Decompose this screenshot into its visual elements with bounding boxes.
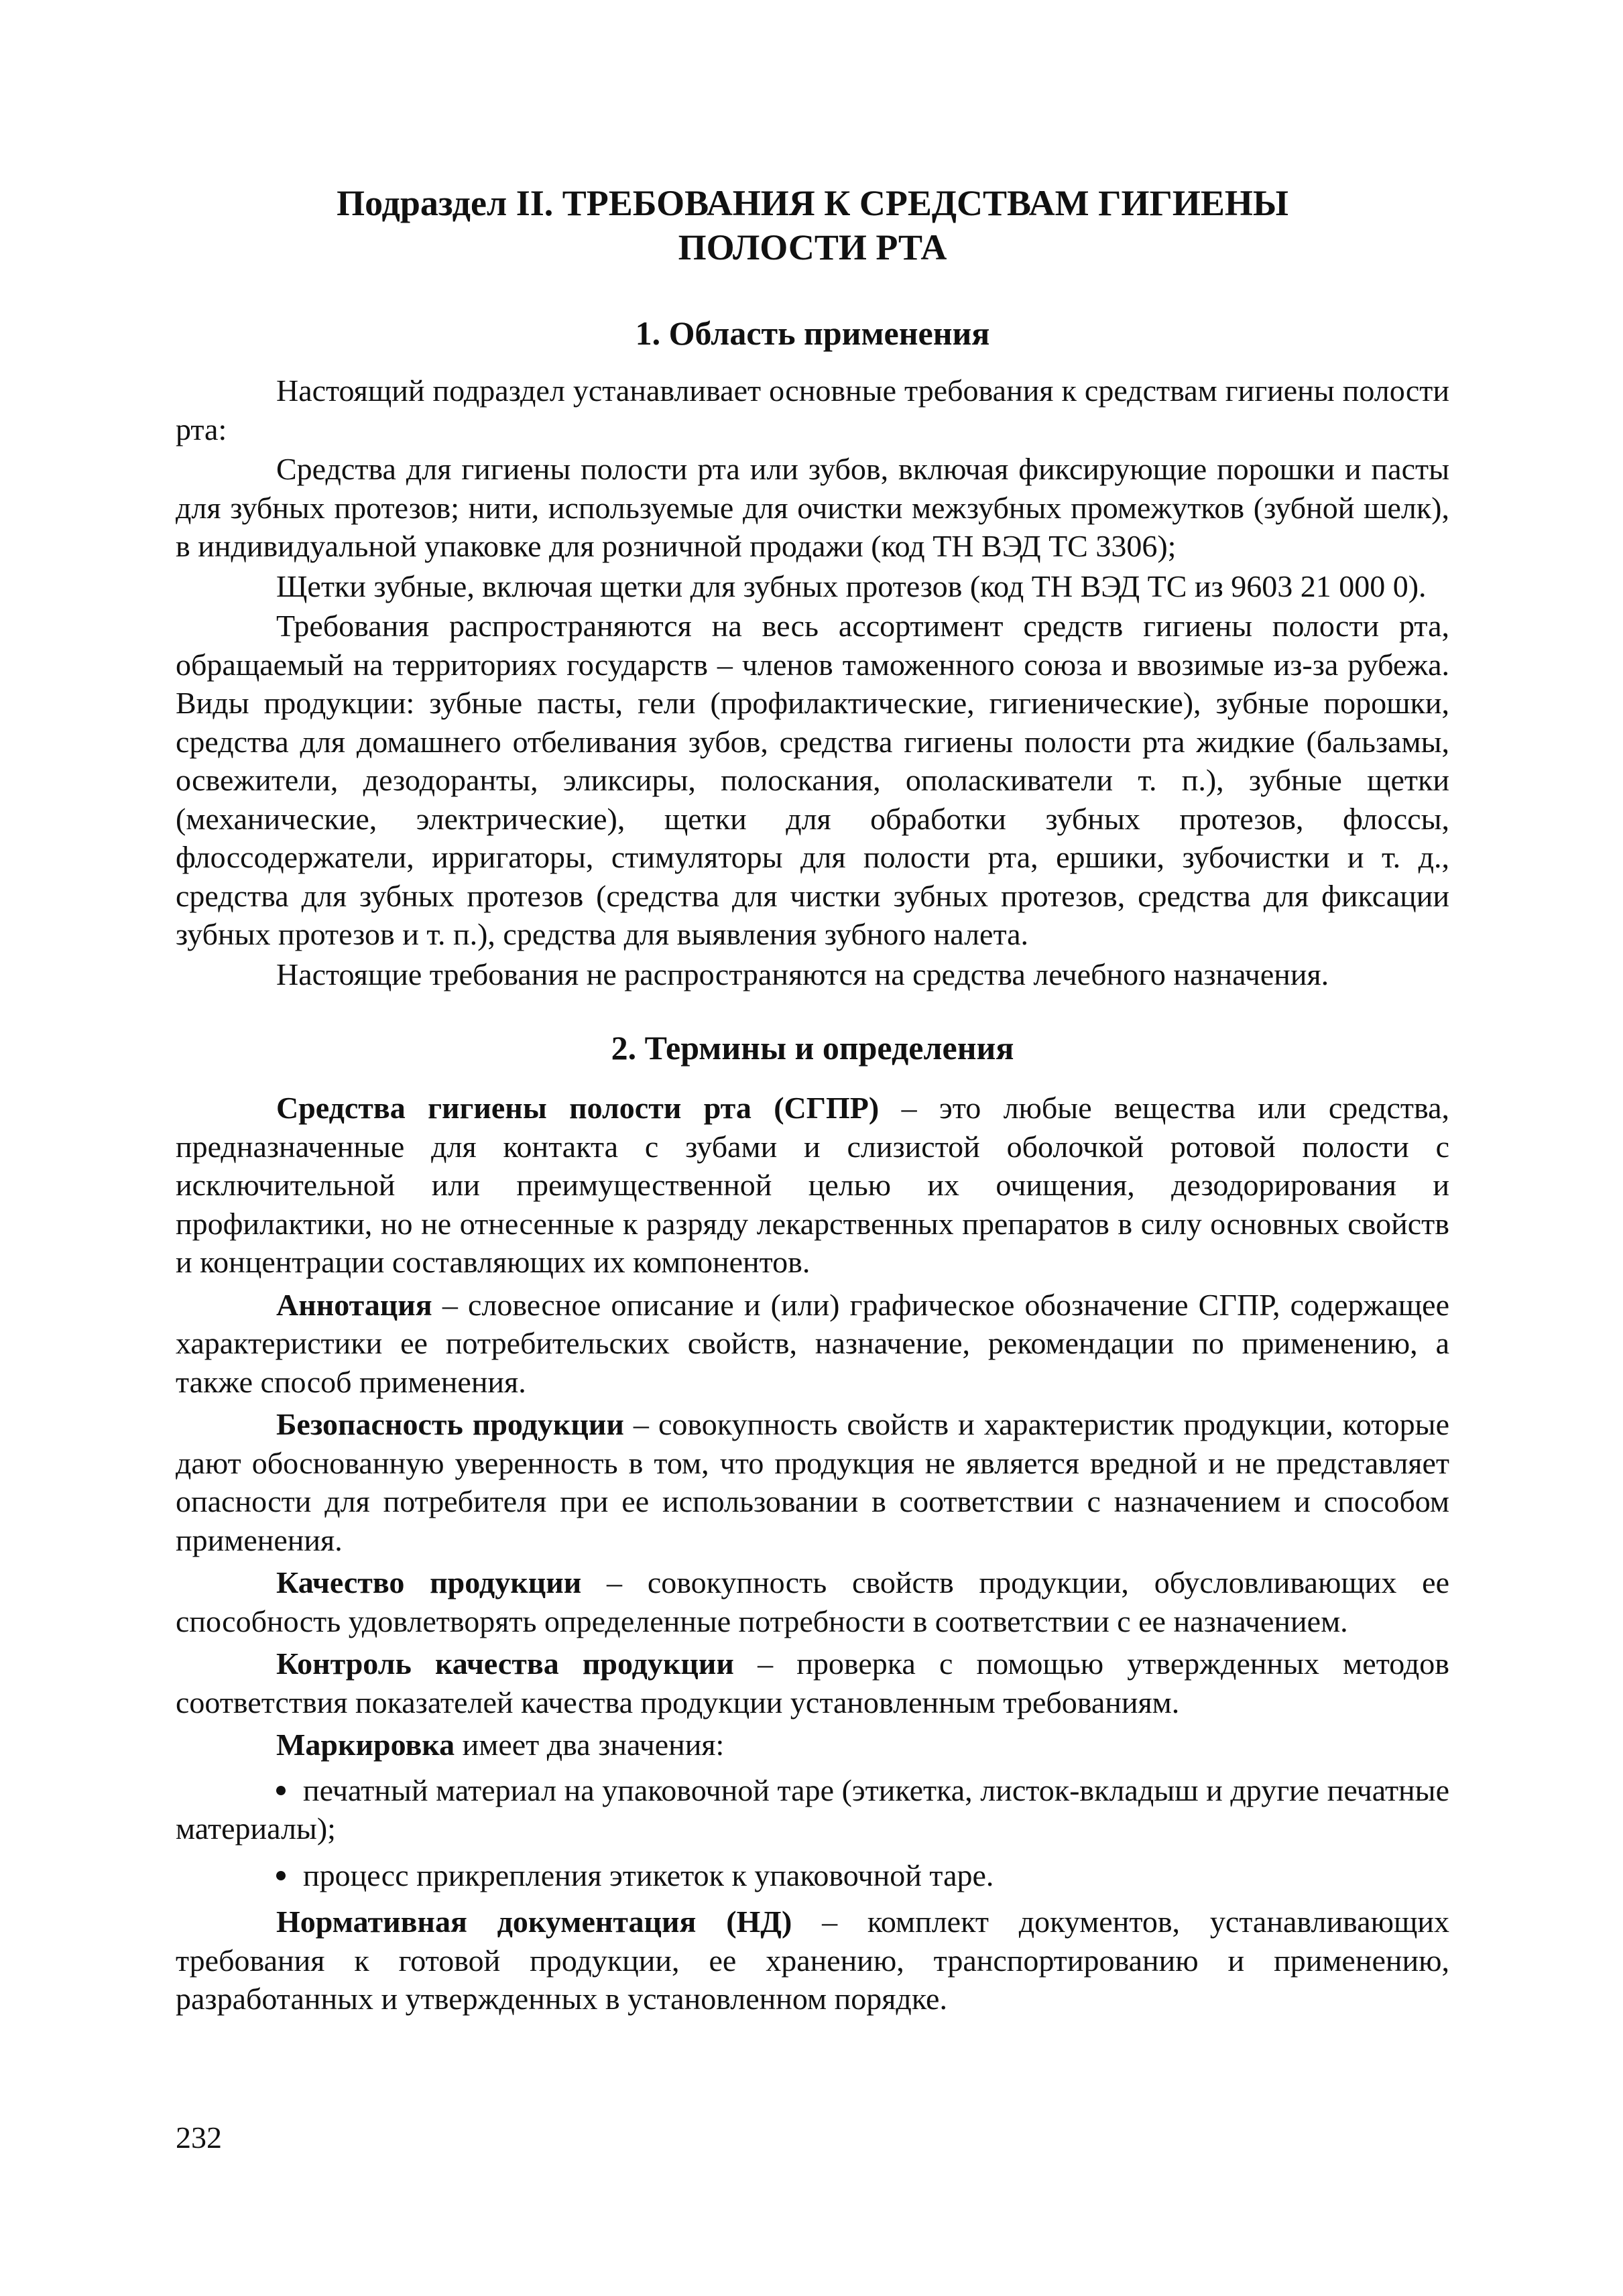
- definition-paragraph: [176, 1089, 1449, 1282]
- section-1-heading: 1. Область применения: [635, 314, 990, 352]
- section-1-paragraph: Требования распространяются на весь ассортимент средств гигиены полости рта, обращаемый на территориях государств – членов таможенного союза и ввозимые из-за рубежа. Виды продукции: зубные пасты, гели (профилактические, гигиенические), зубные порошки, средства для домашнего отбеливания зубов, средства гигиены полости рта жидкие (бальзамы, освежители, дезодоранты, эликсиры, полоскания, ополаскиватели т. п.), зубные щетки (механические, электрические), щетки для обработки зубных протезов, флоссы, флоссодержатели, ирригаторы, стимуляторы для полости рта, ершики, зубочистки и т. д., средства для зубных протезов (средства для чистки зубных протезов, средства для фиксации зубных протезов и т. п.), средства для выявления зубного налета.: [176, 609, 1449, 951]
- section-2-heading: 2. Термины и определения: [611, 1029, 1014, 1067]
- definition-paragraph: [176, 1644, 1449, 1721]
- bullet-icon: [276, 1871, 286, 1880]
- definition-text: – словесное описание и (или) графическое обозначение СГПР, содержащее характеристики ее потребительских свойств, назначение, рекомендации по применению, а также способ применения.: [176, 1287, 1449, 1399]
- definition-text: – совокупность свойств и характеристик продукции, которые дают обоснованную уверенность в том, что продукция не является вредной и не представляет опасности для потребителя при ее использовании в соответствии с назначением и способом применения.: [176, 1407, 1449, 1557]
- definition-paragraph: [176, 1726, 1449, 1764]
- definition-term: Средства гигиены полости рта (СГПР): [276, 1091, 880, 1125]
- bullet-item: [176, 1771, 1449, 1848]
- definition-term: Нормативная документация (НД): [276, 1905, 792, 1939]
- definition-paragraph: [176, 1405, 1449, 1559]
- section-1-paragraph: Щетки зубные, включая щетки для зубных протезов (код ТН ВЭД ТС из 9603 21 000 0).: [276, 568, 1427, 603]
- definition-term: Маркировка: [276, 1728, 455, 1762]
- definition-paragraph: [176, 1286, 1449, 1402]
- document-page: [176, 181, 1449, 2022]
- definition-term: Аннотация: [276, 1287, 432, 1322]
- section-1-paragraph: Средства для гигиены полости рта или зубов, включая фиксирующие порошки и пасты для зубных протезов; нити, используемые для очистки межзубных промежутков (зубной шелк), в индивидуальной упаковке для розничной продажи (код ТН ВЭД ТС 3306);: [176, 452, 1449, 563]
- page-number: 232: [176, 2120, 222, 2155]
- definition-text: имеет два значения:: [455, 1728, 725, 1762]
- definition-text: – совокупность свойств продукции, обусловливающих ее способность удовлетворять определенные потребности в соответствии с ее назначением.: [176, 1565, 1449, 1638]
- bullet-item: [176, 1856, 1449, 1895]
- definition-term: Качество продукции: [276, 1565, 582, 1599]
- bullet-text: печатный материал на упаковочной таре (этикетка, листок-вкладыш и другие печатные материалы);: [176, 1772, 1449, 1846]
- definition-text: – это любые вещества или средства, предназначенные для контакта с зубами и слизистой оболочкой ротовой полости с исключительной или преимущественной целью их очищения, дезодорирования и профилактики, но не отнесенные к разряду лекарственных препаратов в силу основных свойств и концентрации составляющих их компонентов.: [176, 1091, 1450, 1279]
- definition-term: Контроль качества продукции: [276, 1646, 734, 1681]
- definition-paragraph: [176, 1902, 1449, 2018]
- title-line-2: ПОЛОСТИ РТА: [678, 227, 947, 267]
- definition-term: Безопасность продукции: [276, 1407, 624, 1441]
- section-1-paragraph: Настоящие требования не распространяются на средства лечебного назначения.: [276, 957, 1329, 991]
- bullet-icon: [276, 1786, 286, 1795]
- definition-paragraph: [176, 1563, 1449, 1640]
- definition-text: – комплект документов, устанавливающих требования к готовой продукции, ее хранению, транспортированию и применению, разработанных и утвержденных в установленном порядке.: [176, 1905, 1449, 2016]
- document-title: [176, 181, 1449, 269]
- section-1-paragraph: Настоящий подраздел устанавливает основные требования к средствам гигиены полости рта:: [176, 373, 1449, 446]
- bullet-text: процесс прикрепления этикеток к упаковочной таре.: [303, 1858, 994, 1892]
- title-line-1: Подраздел II. ТРЕБОВАНИЯ К СРЕДСТВАМ ГИГИЕНЫ: [337, 183, 1288, 223]
- definition-text: – проверка с помощью утвержденных методов соответствия показателей качества продукции установленным требованиям.: [176, 1646, 1449, 1719]
